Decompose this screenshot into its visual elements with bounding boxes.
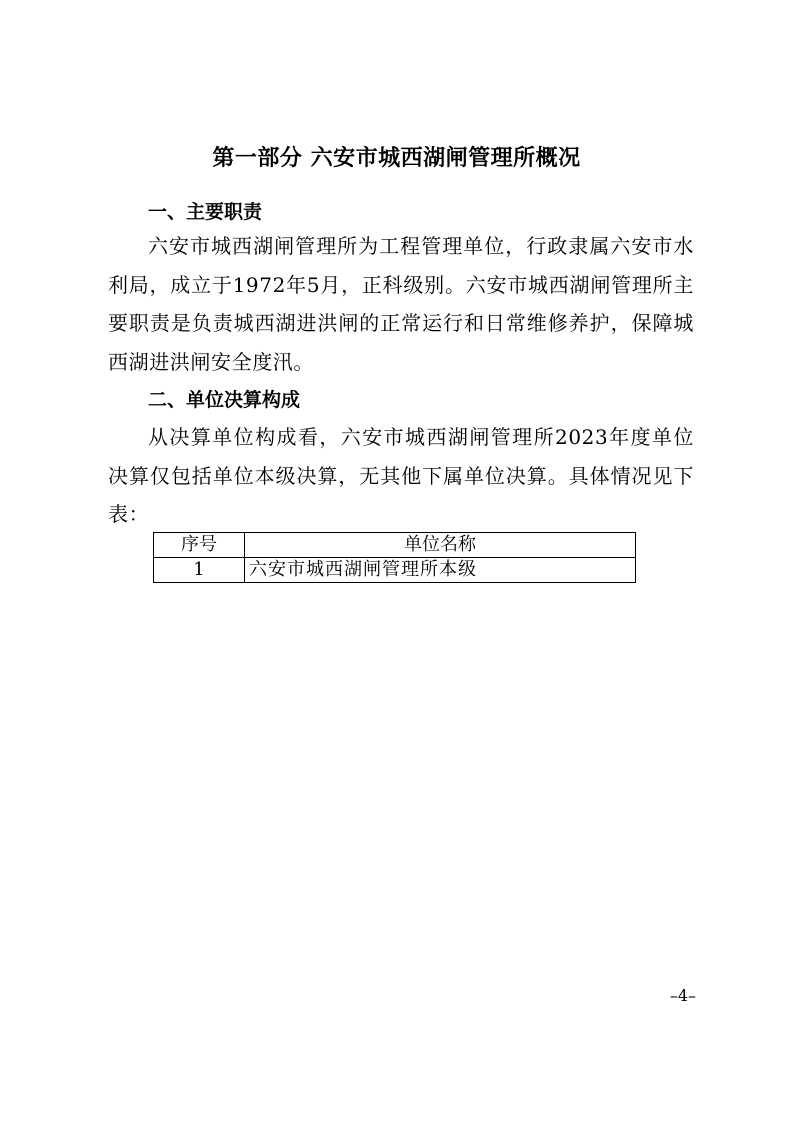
page-title: 第一部分 六安市城西湖闸管理所概况 xyxy=(212,146,581,171)
section-heading-main-duties: 一、主要职责 xyxy=(148,201,263,223)
table-cell: 六安市城西湖闸管理所本级 xyxy=(245,558,636,583)
table-header-cell: 序号 xyxy=(154,533,245,558)
unit-table xyxy=(153,532,636,583)
paragraph-budget-units: 从决算单位构成看，六安市城西湖闸管理所2023年度单位决算仅包括单位本级决算，无其他下属单位决算。具体情况见下表： xyxy=(108,425,694,526)
paragraph-main-duties: 六安市城西湖闸管理所为工程管理单位，行政隶属六安市水利局，成立于1972年5月，正科级别。六安市城西湖闸管理所主要职责是负责城西湖进洪闸的正常运行和日常维修养护，保障城西湖进洪闸安全度汛。 xyxy=(108,234,694,374)
table-header-row xyxy=(154,533,636,558)
page-number: –4– xyxy=(669,986,696,1005)
table-cell: 1 xyxy=(154,558,245,583)
section-heading-budget-units: 二、单位决算构成 xyxy=(148,389,301,411)
table-row xyxy=(154,558,636,583)
table-header-cell: 单位名称 xyxy=(245,533,636,558)
